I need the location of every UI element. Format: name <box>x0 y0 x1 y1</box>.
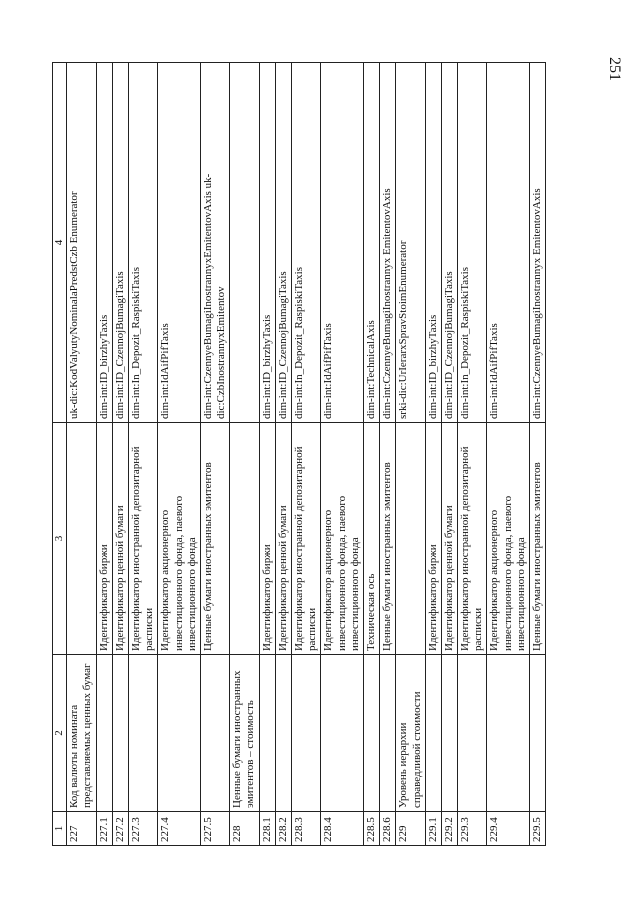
axis-name-cell: Техническая ось <box>363 423 379 655</box>
row-number-cell: 228.6 <box>380 812 396 846</box>
axis-name-cell: Идентификатор акционерного инвестиционного фонда, паевого инвестиционного фонда <box>158 423 201 655</box>
indicator-name-cell <box>275 655 291 812</box>
axis-name-cell: Ценные бумаги иностранных эмитентов <box>200 423 229 655</box>
table-row <box>200 63 229 846</box>
element-code-cell: srki-dic:UrIerarxSpravStoimEnumerator <box>396 63 425 423</box>
table-row <box>458 63 487 846</box>
indicator-name-cell <box>200 655 229 812</box>
row-number-cell: 227 <box>67 812 96 846</box>
table-row <box>292 63 321 846</box>
table-row <box>380 63 396 846</box>
axis-name-cell: Идентификатор акционерного инвестиционного фонда, паевого инвестиционного фонда <box>487 423 530 655</box>
indicator-name-cell <box>363 655 379 812</box>
element-code-cell: dim-int:IdAifPifTaxis <box>321 63 364 423</box>
table-row <box>275 63 291 846</box>
row-number-cell: 228.2 <box>275 812 291 846</box>
element-code-cell: dim-int:IdAifPifTaxis <box>158 63 201 423</box>
element-code-cell: dim-int:ID_birzhyTaxis <box>259 63 275 423</box>
table-row <box>112 63 128 846</box>
element-code-cell: dim-int:CzennyeBumagiInostrannyx EmitentovAxis <box>380 63 396 423</box>
row-number-cell: 227.1 <box>96 812 112 846</box>
axis-name-cell <box>230 423 259 655</box>
indicator-name-cell <box>530 655 546 812</box>
indicator-name-cell: Ценные бумаги иностранных эмитентов – стоимость <box>230 655 259 812</box>
indicator-name-cell <box>259 655 275 812</box>
axis-name-cell: Ценные бумаги иностранных эмитентов <box>380 423 396 655</box>
column-header: 3 <box>53 423 67 655</box>
table-row <box>96 63 112 846</box>
element-code-cell: dim-int:ID_CzennojBumagiTaxis <box>441 63 457 423</box>
row-number-cell: 228.5 <box>363 812 379 846</box>
indicator-name-cell <box>425 655 441 812</box>
indicator-name-cell <box>128 655 157 812</box>
column-header: 2 <box>53 655 67 812</box>
row-number-cell: 229.2 <box>441 812 457 846</box>
row-number-cell: 227.4 <box>158 812 201 846</box>
indicator-name-cell <box>292 655 321 812</box>
element-code-cell: dim-int:CzennyeBumagiInostrannyx EmitentovAxis <box>530 63 546 423</box>
row-number-cell: 227.2 <box>112 812 128 846</box>
column-header: 1 <box>53 812 67 846</box>
axis-name-cell: Идентификатор иностранной депозитарной расписки <box>292 423 321 655</box>
row-number-cell: 228 <box>230 812 259 846</box>
table-row <box>158 63 201 846</box>
table-row <box>441 63 457 846</box>
row-number-cell: 229 <box>396 812 425 846</box>
table-row <box>396 63 425 846</box>
indicator-name-cell <box>321 655 364 812</box>
element-code-cell <box>230 63 259 423</box>
indicator-name-cell <box>458 655 487 812</box>
axis-name-cell: Ценные бумаги иностранных эмитентов <box>530 423 546 655</box>
data-table <box>52 62 546 846</box>
indicator-name-cell: Код валюты номината представляемых ценных бумаг <box>67 655 96 812</box>
row-number-cell: 227.5 <box>200 812 229 846</box>
axis-name-cell: Идентификатор ценной бумаги <box>275 423 291 655</box>
indicator-name-cell <box>158 655 201 812</box>
page-number: 251 <box>606 57 623 81</box>
axis-name-cell: Идентификатор биржи <box>259 423 275 655</box>
axis-name-cell <box>396 423 425 655</box>
indicator-name-cell <box>487 655 530 812</box>
table-row <box>67 63 96 846</box>
indicator-name-cell <box>380 655 396 812</box>
row-number-cell: 227.3 <box>128 812 157 846</box>
element-code-cell: dim-int:In_Depozit_RaspiskiTaxis <box>458 63 487 423</box>
table-row <box>321 63 364 846</box>
table-row <box>425 63 441 846</box>
element-code-cell: uk-dic:KodValyutyNominalaPredstCzb Enumerator <box>67 63 96 423</box>
row-number-cell: 229.1 <box>425 812 441 846</box>
indicator-name-cell: Уровень иерархии справедливой стоимости <box>396 655 425 812</box>
row-number-cell: 229.3 <box>458 812 487 846</box>
element-code-cell: dim-int:In_Depozit_RaspiskiTaxis <box>292 63 321 423</box>
element-code-cell: dim-int:CzennyeBumagiInostrannyxEmitentovAxis uk-dic:CzbInostrannyxEmitentov <box>200 63 229 423</box>
element-code-cell: dim-int:In_Depozit_RaspiskiTaxis <box>128 63 157 423</box>
table-row <box>230 63 259 846</box>
indicator-name-cell <box>441 655 457 812</box>
axis-name-cell: Идентификатор биржи <box>425 423 441 655</box>
element-code-cell: dim-int:IdAifPifTaxis <box>487 63 530 423</box>
table-row <box>363 63 379 846</box>
element-code-cell: dim-int:ID_CzennojBumagiTaxis <box>112 63 128 423</box>
row-number-cell: 229.4 <box>487 812 530 846</box>
element-code-cell: dim-int:TechnicalAxis <box>363 63 379 423</box>
row-number-cell: 228.1 <box>259 812 275 846</box>
indicator-name-cell <box>96 655 112 812</box>
element-code-cell: dim-int:ID_birzhyTaxis <box>425 63 441 423</box>
axis-name-cell: Идентификатор акционерного инвестиционного фонда, паевого инвестиционного фонда <box>321 423 364 655</box>
row-number-cell: 229.5 <box>530 812 546 846</box>
axis-name-cell: Идентификатор ценной бумаги <box>112 423 128 655</box>
axis-name-cell: Идентификатор иностранной депозитарной расписки <box>128 423 157 655</box>
axis-name-cell: Идентификатор ценной бумаги <box>441 423 457 655</box>
rotated-page <box>52 63 572 846</box>
table-row <box>259 63 275 846</box>
table-row <box>530 63 546 846</box>
table-header-row <box>53 63 67 846</box>
indicator-name-cell <box>112 655 128 812</box>
table-row <box>128 63 157 846</box>
column-header: 4 <box>53 63 67 423</box>
element-code-cell: dim-int:ID_birzhyTaxis <box>96 63 112 423</box>
row-number-cell: 228.3 <box>292 812 321 846</box>
axis-name-cell: Идентификатор иностранной депозитарной расписки <box>458 423 487 655</box>
element-code-cell: dim-int:ID_CzennojBumagiTaxis <box>275 63 291 423</box>
table-body <box>67 63 546 846</box>
table-row <box>487 63 530 846</box>
axis-name-cell <box>67 423 96 655</box>
row-number-cell: 228.4 <box>321 812 364 846</box>
rotated-table-wrapper <box>52 63 572 846</box>
axis-name-cell: Идентификатор биржи <box>96 423 112 655</box>
